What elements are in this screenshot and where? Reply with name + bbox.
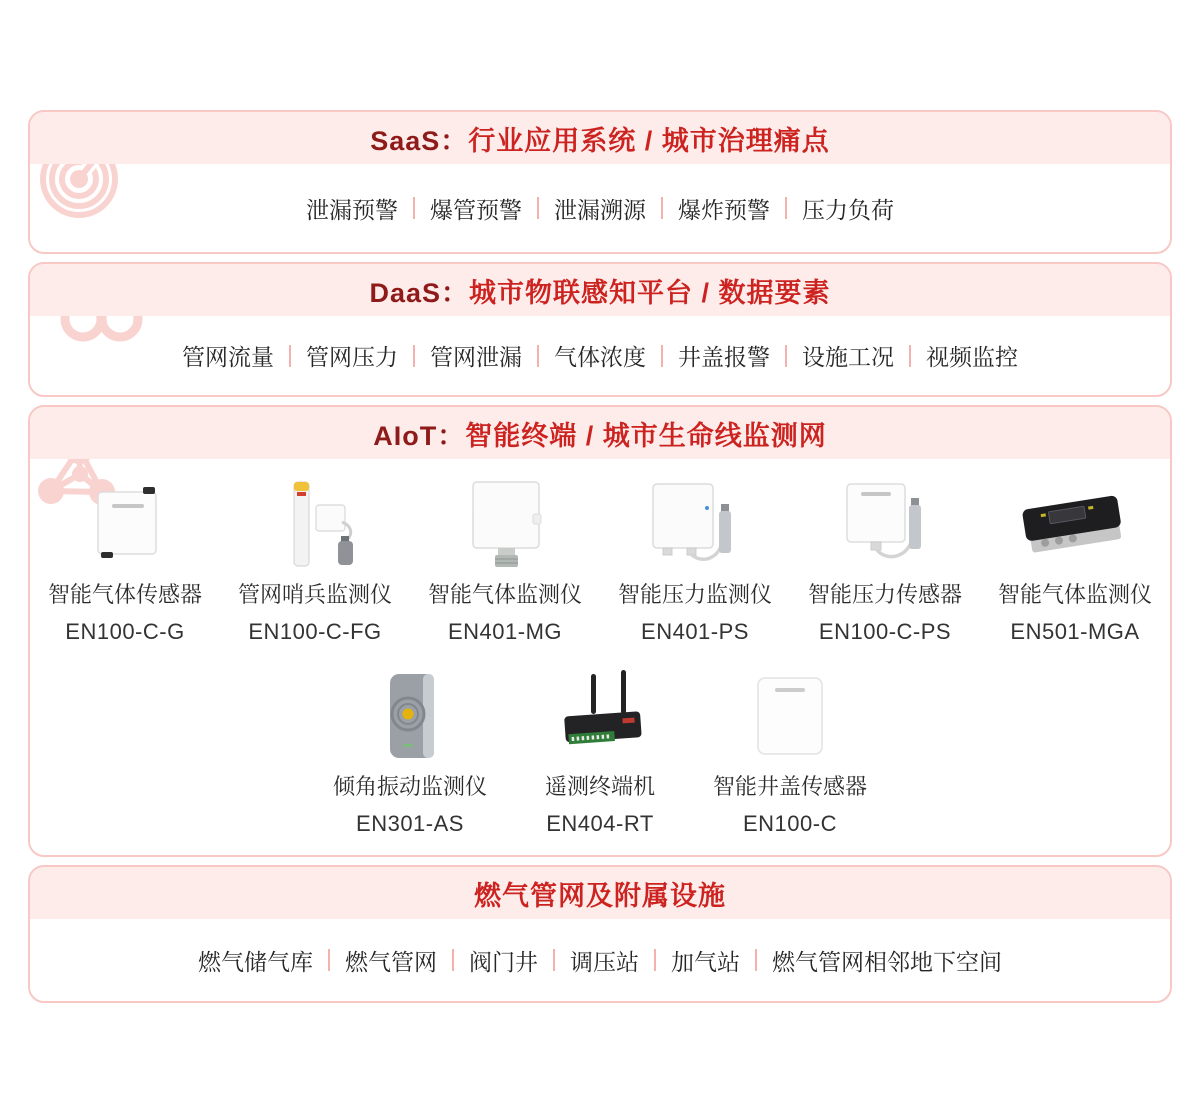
gas-sensor-box-image <box>30 475 220 570</box>
saas-title-prefix: SaaS： <box>370 125 469 156</box>
facilities-item: 阀门井 <box>469 948 538 975</box>
product-name: 智能气体监测仪 <box>427 582 582 607</box>
item-divider <box>537 345 539 367</box>
saas-card <box>28 110 1172 254</box>
daas-item: 井盖报警 <box>678 344 770 370</box>
daas-item: 管网泄漏 <box>430 344 522 370</box>
product-model: EN301-AS <box>356 811 464 836</box>
product-name: 管网哨兵监测仪 <box>237 582 392 607</box>
product-model: EN100-C-G <box>65 619 185 644</box>
pipe-sentinel-image <box>220 475 410 570</box>
aiot-products-row-2 <box>30 667 1170 837</box>
item-divider <box>328 949 330 971</box>
item-divider <box>553 949 555 971</box>
item-divider <box>661 345 663 367</box>
facilities-items <box>198 944 1002 977</box>
daas-card <box>28 262 1172 397</box>
product-name: 智能压力监测仪 <box>617 582 772 607</box>
product-name: 智能气体传感器 <box>47 582 202 607</box>
product-model: EN401-MG <box>447 619 563 644</box>
facilities-item: 燃气管网相邻地下空间 <box>772 948 1002 975</box>
pressure-monitor-image <box>600 475 790 570</box>
item-divider <box>452 949 454 971</box>
product-name: 智能压力传感器 <box>807 582 962 607</box>
product-name: 智能井盖传感器 <box>712 774 867 799</box>
product-model: EN404-RT <box>546 811 654 836</box>
product-model: EN100-C <box>743 811 837 836</box>
saas-item: 泄漏溯源 <box>554 196 646 223</box>
product-en401-mg <box>410 475 600 645</box>
product-en100-c-g <box>30 475 220 645</box>
item-divider <box>413 197 415 219</box>
tilt-vibration-image <box>315 667 505 762</box>
item-divider <box>289 345 291 367</box>
product-name: 倾角振动监测仪 <box>332 774 487 799</box>
manhole-sensor-image <box>695 667 885 762</box>
aiot-card-title <box>30 407 1170 459</box>
saas-card-title <box>30 112 1170 164</box>
saas-item: 爆管预警 <box>430 196 522 223</box>
aiot-title-prefix: AIoT： <box>373 420 466 451</box>
facilities-item: 燃气管网 <box>345 948 437 975</box>
daas-card-title <box>30 264 1170 316</box>
item-divider <box>654 949 656 971</box>
saas-title-text: 行业应用系统 / 城市治理痛点 <box>468 125 830 156</box>
product-en100-c-fg <box>220 475 410 645</box>
aiot-products-row-1 <box>30 475 1170 645</box>
item-divider <box>755 949 757 971</box>
product-en100-c <box>695 667 885 837</box>
facilities-card <box>28 865 1172 1003</box>
telemetry-terminal-image <box>505 667 695 762</box>
product-en404-rt <box>505 667 695 837</box>
facilities-card-title <box>30 867 1170 919</box>
gas-monitor-image <box>410 475 600 570</box>
facilities-item: 调压站 <box>570 948 639 975</box>
product-en501-mga <box>980 475 1170 645</box>
item-divider <box>785 345 787 367</box>
facilities-item: 燃气储气库 <box>198 948 313 975</box>
saas-item: 压力负荷 <box>802 196 894 223</box>
aiot-title-text: 智能终端 / 城市生命线监测网 <box>465 420 827 451</box>
item-divider <box>413 345 415 367</box>
facilities-title-text: 燃气管网及附属设施 <box>474 880 726 911</box>
daas-item: 气体浓度 <box>554 344 646 370</box>
item-divider <box>661 197 663 219</box>
saas-item: 爆炸预警 <box>678 196 770 223</box>
product-en401-ps <box>600 475 790 645</box>
product-model: EN100-C-PS <box>818 619 952 644</box>
daas-title-prefix: DaaS： <box>369 277 470 308</box>
saas-items <box>306 192 894 225</box>
daas-item: 管网流量 <box>182 344 274 370</box>
aiot-card <box>28 405 1172 857</box>
product-name: 智能气体监测仪 <box>997 582 1152 607</box>
item-divider <box>537 197 539 219</box>
product-model: EN501-MGA <box>1010 619 1140 644</box>
black-gas-monitor-image <box>980 475 1170 570</box>
saas-item: 泄漏预警 <box>306 196 398 223</box>
daas-item: 管网压力 <box>306 344 398 370</box>
daas-title-text: 城市物联感知平台 / 数据要素 <box>469 277 831 308</box>
product-model: EN100-C-FG <box>248 619 382 644</box>
product-name: 遥测终端机 <box>544 774 655 799</box>
product-en301-as <box>315 667 505 837</box>
item-divider <box>909 345 911 367</box>
item-divider <box>785 197 787 219</box>
daas-item: 设施工况 <box>802 344 894 370</box>
product-model: EN401-PS <box>641 619 749 644</box>
daas-items <box>182 339 1018 372</box>
daas-item: 视频监控 <box>926 344 1018 370</box>
product-en100-c-ps <box>790 475 980 645</box>
facilities-item: 加气站 <box>671 948 740 975</box>
pressure-sensor-image <box>790 475 980 570</box>
